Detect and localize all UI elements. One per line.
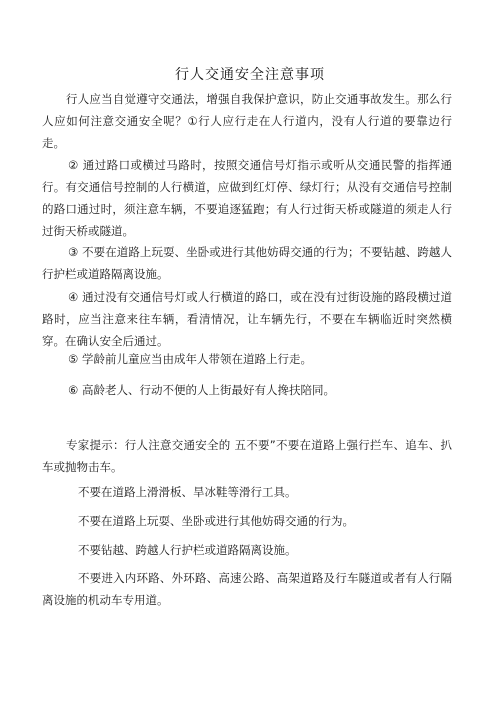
paragraph-item-3: ③ 不要在道路上玩耍、坐卧或进行其他妨碍交通的行为；不要钻越、跨越人行护栏或道路隔离设施。 [42,245,452,281]
expert-tip-item: 不要钻越、跨越人行护栏或道路隔离设施。 [78,543,297,557]
paragraph-item-6: ⑥ 高龄老人、行动不便的人上街最好有人搀扶陪同。 [68,383,335,397]
page-title: 行人交通安全注意事项 [175,67,325,83]
paragraph-item-4: ④ 通过没有交通信号灯或人行横道的路口，或在没有过街设施的路段横过道路时，应当注意来往车辆，看清情况，让车辆先行，不要在车辆临近时突然横穿。在确认安全后通过。 [42,290,452,348]
expert-tip-item: 不要在道路上玩耍、坐卧或进行其他妨碍交通的行为。 [78,514,354,528]
expert-tip-intro: 专家提示：行人注意交通安全的 五不要”不要在道路上强行拦车、追车、扒车或抛物击车。 [42,438,452,474]
paragraph-intro: 行人应当自觉遵守交通法，增强自我保护意识，防止交通事故发生。那么行人应如何注意交通安全呢？①行人应行走在人行道内，没有人行道的要靠边行走。 [42,92,452,150]
paragraph-item-2: ② 通过路口或横过马路时，按照交通信号灯指示或听从交通民警的指挥通行。有交通信号控制的人行横道，应做到红灯停、绿灯行；从没有交通信号控制的路口通过时，须注意车辆，不要追逐猛跑；有人行过街天桥或隧道的须走人行过街天桥或隧道。 [42,158,452,238]
expert-tip-item: 不要在道路上滑滑板、旱冰鞋等滑行工具。 [78,485,297,499]
paragraph-item-5: ⑤ 学龄前儿童应当由成年人带领在道路上行走。 [68,352,312,366]
expert-tip-item: 不要进入内环路、外环路、高速公路、高架道路及行车隧道或者有人行隔离设施的机动车专用道。 [42,571,452,607]
